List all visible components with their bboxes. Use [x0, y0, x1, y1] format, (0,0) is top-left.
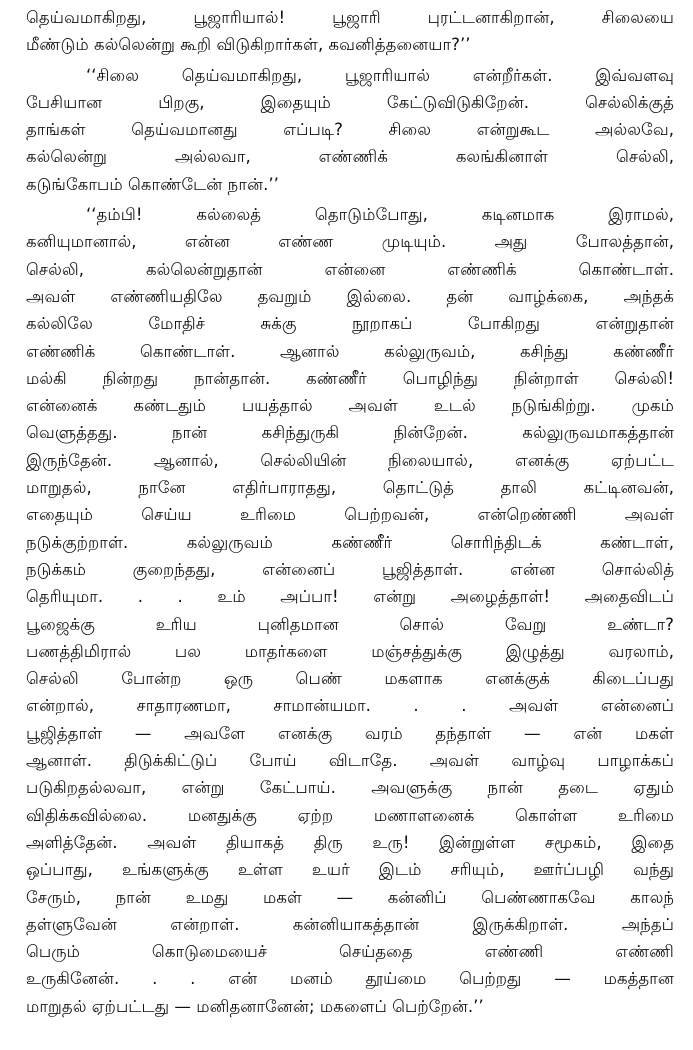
text-line: பெரும் கொடுமையைச் செய்ததை எண்ணி எண்ணி — [26, 942, 674, 962]
text-line: எதையும் செய்ய உரிமை பெற்றவன், என்றெண்ணி அவள் — [26, 505, 674, 525]
text-line: அளித்தேன். அவள் தியாகத் திரு உரு! இன்றுள்ள சமூகம், இதை — [26, 832, 674, 852]
text-line: தள்ளுவேன் என்றாள். கன்னியாகத்தான் இருக்கிறாள். அந்தப் — [26, 914, 674, 934]
text-line: நடுக்குற்றாள். கல்லுருவம் கண்ணீர் சொரிந்திடக் கண்டாள், — [26, 532, 674, 552]
text-line: என்றால், சாதாரணமா, சாமான்யமா. . . அவள் என்னைப் — [26, 696, 674, 716]
paragraph-2 — [26, 62, 674, 198]
paragraph-3 — [26, 201, 674, 1020]
text-line: தெய்வமாகிறது, பூஜாரியால்! பூஜாரி புரட்டனாகிறான், சிலையை — [26, 8, 674, 27]
text-line: விதிக்கவில்லை. மனதுக்கு ஏற்ற மணாளனைக் கொள்ள உரிமை — [26, 805, 674, 825]
text-line: நடுக்கம் குறைந்தது, என்னைப் பூஜித்தாள். என்ன சொல்லித் — [26, 559, 674, 579]
text-line: பேசியான பிறகு, இதையும் கேட்டுவிடுகிறேன். செல்லிக்குத் — [26, 92, 674, 112]
text-line: செல்லி போன்ற ஒரு பெண் மகளாக எனக்குக் கிடைப்பது — [26, 669, 674, 689]
text-line: தாங்கள் தெய்வமானது எப்படி? சிலை என்றுகூட அல்லவே, — [26, 120, 674, 140]
text-line: கடுங்கோபம் கொண்டேன் நான்.’’ — [26, 174, 279, 194]
text-line: அவள் எண்ணியதிலே தவறும் இல்லை. தன் வாழ்க்கை, அந்தக் — [26, 286, 674, 306]
text-line: பூஜைக்கு உரிய புனிதமான சொல் வேறு உண்டா? — [26, 614, 674, 634]
text-line: உருகினேன். . . என் மனம் தூய்மை பெற்றது — மகத்தான — [26, 969, 674, 989]
text-line: தெரியுமா. . . உம் அப்பா! என்று அழைத்தாள்! அதைவிடப் — [26, 587, 674, 607]
text-line: ஆனாள். திடுக்கிட்டுப் போய் விடாதே. அவள் வாழ்வு பாழாக்கப் — [26, 751, 674, 771]
text-line: ஒப்பாது, உங்களுக்கு உள்ள உயர் இடம் சரியும், ஊர்ப்பழி வந்து — [26, 860, 674, 880]
text-line: கல்லென்று அல்லவா, எண்ணிக் கலங்கினாள் செல்லி, — [26, 147, 674, 167]
text-line: மாறுதல், நானே எதிர்பாராதது, தொட்டுத் தாலி கட்டினவன், — [26, 478, 674, 498]
text-line: சேரும், நான் உமது மகள் — கன்னிப் பெண்ணாகவே காலந் — [26, 887, 674, 907]
text-line: என்னைக் கண்டதும் பயத்தால் அவள் உடல் நடுங்கிற்று. முகம் — [26, 396, 674, 416]
text-line: பூஜித்தாள் — அவளே எனக்கு வரம் தந்தாள் — என் மகள் — [26, 723, 674, 743]
text-line: செல்லி, கல்லென்றுதான் என்னை எண்ணிக் கொண்டாள். — [26, 259, 674, 279]
text-line: கனியுமானால், என்ன எண்ண முடியும். அது போலத்தான், — [26, 232, 674, 252]
text-line: ‘‘தம்பி! கல்லைத் தொடும்போது, கடினமாக இராமல், — [86, 205, 674, 225]
text-line: படுகிறதல்லவா, என்று கேட்பாய். அவளுக்கு நான் தடை ஏதும் — [26, 778, 674, 798]
text-line: பணத்திமிரால் பல மாதர்களை மஞ்சத்துக்கு இழுத்து வரலாம், — [26, 641, 674, 661]
text-line: மீண்டும் கல்லென்று கூறி விடுகிறார்கள், கவனித்தனையா?’’ — [26, 35, 471, 55]
text-line: இருந்தேன். ஆனால், செல்லியின் நிலையால், எனக்கு ஏற்பட்ட — [26, 450, 674, 470]
text-line: மாறுதல் ஏற்பட்டது — மனிதனானேன்; மகளைப் பெற்றேன்.’’ — [26, 996, 484, 1016]
text-line: மல்கி நின்றது நான்தான். கண்ணீர் பொழிந்து நின்றாள் செல்லி! — [26, 368, 674, 388]
text-line: ‘‘சிலை தெய்வமாகிறது, பூஜாரியால் என்றீர்கள். இவ்வளவு — [86, 65, 674, 85]
paragraph-1 — [26, 4, 674, 59]
text-line: கல்லிலே மோதிச் சுக்கு நூறாகப் போகிறது என்றுதான் — [26, 314, 674, 334]
document-page — [26, 4, 674, 1023]
text-line: வெளுத்தது. நான் கசிந்துருகி நின்றேன். கல்லுருவமாகத்தான் — [26, 423, 674, 443]
text-line: எண்ணிக் கொண்டாள். ஆனால் கல்லுருவம், கசிந்து கண்ணீர் — [26, 341, 674, 361]
